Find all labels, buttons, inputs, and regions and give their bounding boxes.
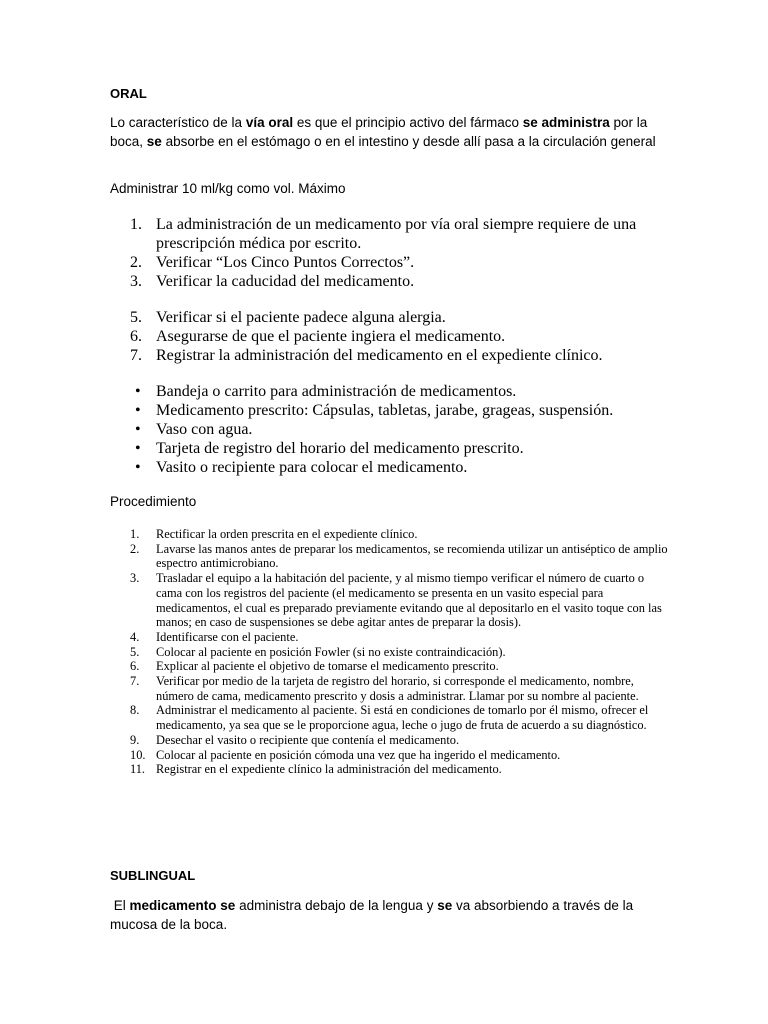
list-item <box>110 674 670 703</box>
item-number: 7. <box>130 674 140 689</box>
item-text: Verificar por medio de la tarjeta de registro del horario, si corresponde el medicamento, nombre, número de cama, medicamento prescrito y dosis a administrar. Llamar por su nombre al paciente. <box>156 674 639 703</box>
list-item <box>110 645 670 660</box>
sub-bold-2: se <box>437 898 453 913</box>
list-item <box>110 382 670 401</box>
intro-bold-1: vía oral <box>245 115 294 130</box>
item-text: Tarjeta de registro del horario del medicamento prescrito. <box>156 440 524 457</box>
bullet-icon: • <box>135 421 141 438</box>
item-text: Desechar el vasito o recipiente que contenía el medicamento. <box>156 732 460 747</box>
item-number: 1. <box>130 527 140 541</box>
intro-text-2: es que el principio activo del fármaco <box>293 115 523 130</box>
intro-text-4: absorbe en el estómago o en el intestino y desde allí pasa a la circulación general <box>161 134 656 149</box>
list-item <box>110 571 670 630</box>
list-item <box>110 703 670 732</box>
list-item <box>110 308 670 327</box>
item-number: 4. <box>130 629 140 644</box>
list-item <box>110 327 670 346</box>
item-text: Vasito o recipiente para colocar el medicamento. <box>156 459 468 476</box>
list-gap <box>110 291 670 308</box>
item-text: Lavarse las manos antes de preparar los medicamentos, se recomienda utilizar un antiséptico de amplio espectro antimicrobiano. <box>156 541 668 571</box>
item-number: 3. <box>130 571 140 586</box>
item-number: 7. <box>130 347 142 364</box>
sub-text-1: El <box>110 898 130 913</box>
item-text: Verificar la caducidad del medicamento. <box>156 273 415 290</box>
item-number: 8. <box>130 703 140 718</box>
sublingual-paragraph <box>110 896 658 934</box>
procedure-title: Procedimiento <box>110 494 197 509</box>
oral-intro-paragraph <box>110 113 658 151</box>
bullet-icon: • <box>135 402 141 419</box>
item-number: 6. <box>130 659 140 674</box>
item-number: 6. <box>130 328 142 345</box>
list-item <box>110 215 670 253</box>
procedure-list <box>110 527 670 777</box>
item-number: 3. <box>130 273 142 290</box>
list-item <box>110 659 670 674</box>
list-item <box>110 253 670 272</box>
item-number: 1. <box>130 216 142 233</box>
intro-bold-3: se <box>146 134 162 149</box>
intro-text-3: por la boca, <box>110 115 648 149</box>
bullet-icon: • <box>135 383 141 400</box>
item-number: 5. <box>130 309 142 326</box>
item-text: Bandeja o carrito para administración de medicamentos. <box>156 383 517 400</box>
item-number: 5. <box>130 644 140 659</box>
item-text: Colocar al paciente en posición Fowler (si no existe contraindicación). <box>156 644 506 659</box>
item-text: Trasladar el equipo a la habitación del paciente, y al mismo tiempo verificar el número de cuarto o cama con los registros del paciente (el medicamento se presenta en un vasito especial para medicamentos, el cual es preparado previamente evitando que al depositarlo en el vasito toque con las manos; en caso de suspensiones se debe agitar antes de preparar la dosis). <box>156 571 662 630</box>
item-text: Registrar en el expediente clínico la administración del medicamento. <box>156 762 502 777</box>
item-number: 2. <box>130 541 140 556</box>
item-text: Identificarse con el paciente. <box>156 629 299 644</box>
sub-text-3: va absorbiendo a través de la mucosa de la boca. <box>110 898 634 932</box>
list-item <box>110 630 670 645</box>
bullet-icon: • <box>135 459 141 476</box>
item-number: 10. <box>130 747 146 762</box>
section-heading-oral: ORAL <box>110 86 147 101</box>
bullet-icon: • <box>135 440 141 457</box>
intro-text-1: Lo característico de la <box>110 115 246 130</box>
item-number: 9. <box>130 732 140 747</box>
list-item <box>110 733 670 748</box>
item-text: Medicamento prescrito: Cápsulas, tabletas, jarabe, grageas, suspensión. <box>156 402 614 419</box>
intro-bold-2: se administra <box>522 115 610 130</box>
dose-line: Administrar 10 ml/kg como vol. Máximo <box>110 181 346 196</box>
list-item <box>110 420 670 439</box>
item-text: Explicar al paciente el objetivo de tomarse el medicamento prescrito. <box>156 659 499 674</box>
list-item <box>110 346 670 365</box>
list-item <box>110 458 670 477</box>
list-item <box>110 401 670 420</box>
item-text: La administración de un medicamento por vía oral siempre requiere de una prescripción médica por escrito. <box>156 216 637 252</box>
item-text: Registrar la administración del medicamento en el expediente clínico. <box>156 347 603 364</box>
item-number: 11. <box>130 762 146 777</box>
section-heading-sublingual: SUBLINGUAL <box>110 868 196 883</box>
list-item <box>110 542 670 571</box>
list-item <box>110 527 670 542</box>
item-number: 2. <box>130 254 142 271</box>
item-text: Verificar “Los Cinco Puntos Correctos”. <box>156 254 415 271</box>
list-item <box>110 748 670 763</box>
item-text: Colocar al paciente en posición cómoda una vez que ha ingerido el medicamento. <box>156 747 561 762</box>
item-text: Verificar si el paciente padece alguna alergia. <box>156 309 446 326</box>
sub-bold-1: medicamento se <box>129 898 236 913</box>
item-text: Vaso con agua. <box>156 421 253 438</box>
materials-list <box>110 382 670 477</box>
list-item <box>110 762 670 777</box>
item-text: Rectificar la orden prescrita en el expediente clínico. <box>156 527 418 541</box>
item-text: Asegurarse de que el paciente ingiera el medicamento. <box>156 328 506 345</box>
list-item <box>110 439 670 458</box>
item-text: Administrar el medicamento al paciente. Si está en condiciones de tomarlo por él mismo, ofrecer el medicamento, ya sea que se le proporcione agua, leche o jugo de fruta de acuerdo a su diagnóstico. <box>156 703 649 733</box>
list-item <box>110 272 670 291</box>
oral-rules-list <box>110 215 670 365</box>
sub-text-2: administra debajo de la lengua y <box>235 898 438 913</box>
